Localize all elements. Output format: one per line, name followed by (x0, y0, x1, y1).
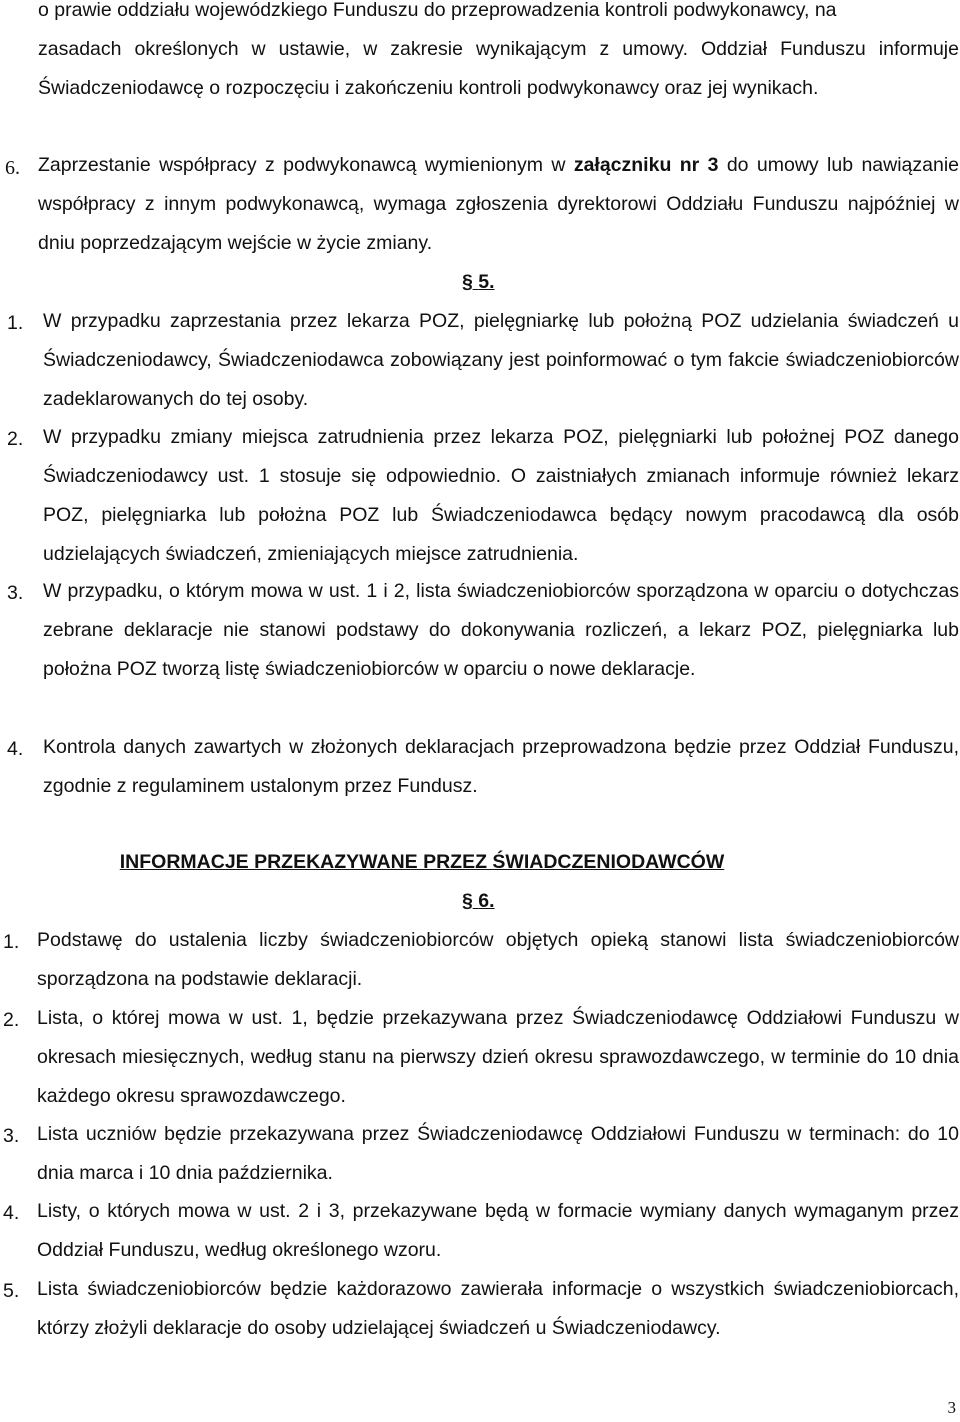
s6-item-1-number: 1. (3, 931, 20, 953)
section-5-number: 5. (478, 271, 495, 293)
s6-item-3-text: Lista uczniów będzie przekazywana przez Świadczeniodawcę Oddziałowi Funduszu w terminach: do 10 dnia marca i 10 dnia października. (37, 1123, 959, 1184)
s6-item-5-number: 5. (3, 1280, 20, 1302)
s5-item-4-number: 4. (7, 738, 24, 760)
s6-item-2-number: 2. (3, 1009, 20, 1031)
section-sign: § (462, 271, 473, 293)
intro-paragraph: zasadach określonych w ustawie, w zakresie wynikającym z umowy. Oddział Funduszu informuje Świadczeniodawcę o rozpoczęciu i zakończeniu kontroli podwykonawcy oraz jej wynikach. (38, 38, 959, 99)
section-6-title (462, 882, 495, 921)
item-6-number: 6. (5, 157, 20, 179)
section-6-number: 6. (478, 890, 495, 912)
s6-item-1-text: Podstawę do ustalenia liczby świadczeniobiorców objętych opieką stanowi lista świadczeniobiorców sporządzona na podstawie deklaracji. (37, 929, 959, 990)
intro-line-1 (38, 0, 956, 30)
s6-item-4-number: 4. (3, 1202, 20, 1224)
s5-item-3-number: 3. (7, 582, 24, 604)
item-6-attachment-ref: załączniku nr 3 (573, 154, 719, 176)
s6-item-5-text: Lista świadczeniobiorców będzie każdorazowo zawierała informacje o wszystkich świadczeniobiorcach, którzy złożyli deklaracje do osoby udzielającej świadczeń u Świadczeniodawcy. (37, 1278, 959, 1339)
page-number: 3 (947, 1398, 956, 1417)
s5-item-1-number: 1. (7, 312, 24, 334)
s5-item-4-text: Kontrola danych zawartych w złożonych deklaracjach przeprowadzona będzie przez Oddział Funduszu, zgodnie z regulaminem ustalonym przez Fundusz. (43, 736, 959, 797)
section-5-title (462, 263, 495, 302)
item-6-text-end: do umowy lub nawiązanie współpracy z innym podwykonawcą, wymaga zgłoszenia dyrektorowi Oddziału Funduszu najpóźniej w dniu poprzedzającym wejście w życie zmiany. (38, 154, 960, 254)
item-6-text-start: Zaprzestanie współpracy z podwykonawcą wymienionym w (38, 154, 574, 176)
item-6-paragraph (38, 146, 959, 263)
s6-item-2-text: Lista, o której mowa w ust. 1, będzie przekazywana przez Świadczeniodawcę Oddziałowi Funduszu w okresach miesięcznych, według stanu na pierwszy dzień okresu sprawozdawczego, w terminie do 10 dnia każdego okresu sprawozdawczego. (37, 1007, 959, 1107)
s5-item-3-text: W przypadku, o którym mowa w ust. 1 i 2, lista świadczeniobiorców sporządzona w oparciu o dotychczas zebrane deklaracje nie stanowi podstawy do dokonywania rozliczeń, a lekarz POZ, pielęgniarka lub położna POZ tworzą listę świadczeniobiorców w oparciu o nowe deklaracje. (43, 580, 959, 680)
s6-item-4-text: Listy, o których mowa w ust. 2 i 3, przekazywane będą w formacie wymiany danych wymaganym przez Oddział Funduszu, według określonego wzoru. (37, 1200, 959, 1261)
s6-item-3-number: 3. (3, 1125, 20, 1147)
s5-item-2-number: 2. (7, 428, 24, 450)
info-heading: INFORMACJE PRZEKAZYWANE PRZEZ ŚWIADCZENIODAWCÓW (119, 851, 725, 873)
s5-item-1-text: W przypadku zaprzestania przez lekarza POZ, pielęgniarkę lub położną POZ udzielania świadczeń u Świadczeniodawcy, Świadczeniodawca zobowiązany jest poinformować o tym fakcie świadczeniobiorców zadeklarowanych do tej osoby. (43, 310, 959, 410)
section-sign: § (462, 890, 473, 912)
s5-item-2-text: W przypadku zmiany miejsca zatrudnienia przez lekarza POZ, pielęgniarki lub położnej POZ danego Świadczeniodawcy ust. 1 stosuje się odpowiednio. O zaistniałych zmianach informuje również lekarz POZ, pielęgniarka lub położna POZ lub Świadczeniodawca będący nowym pracodawcą dla osób udzielających świadczeń, zmieniających miejsce zatrudnienia. (43, 426, 959, 565)
intro-first-line: o prawie oddziału wojewódzkiego Funduszu do przeprowadzenia kontroli podwykonawcy, na (38, 0, 837, 21)
